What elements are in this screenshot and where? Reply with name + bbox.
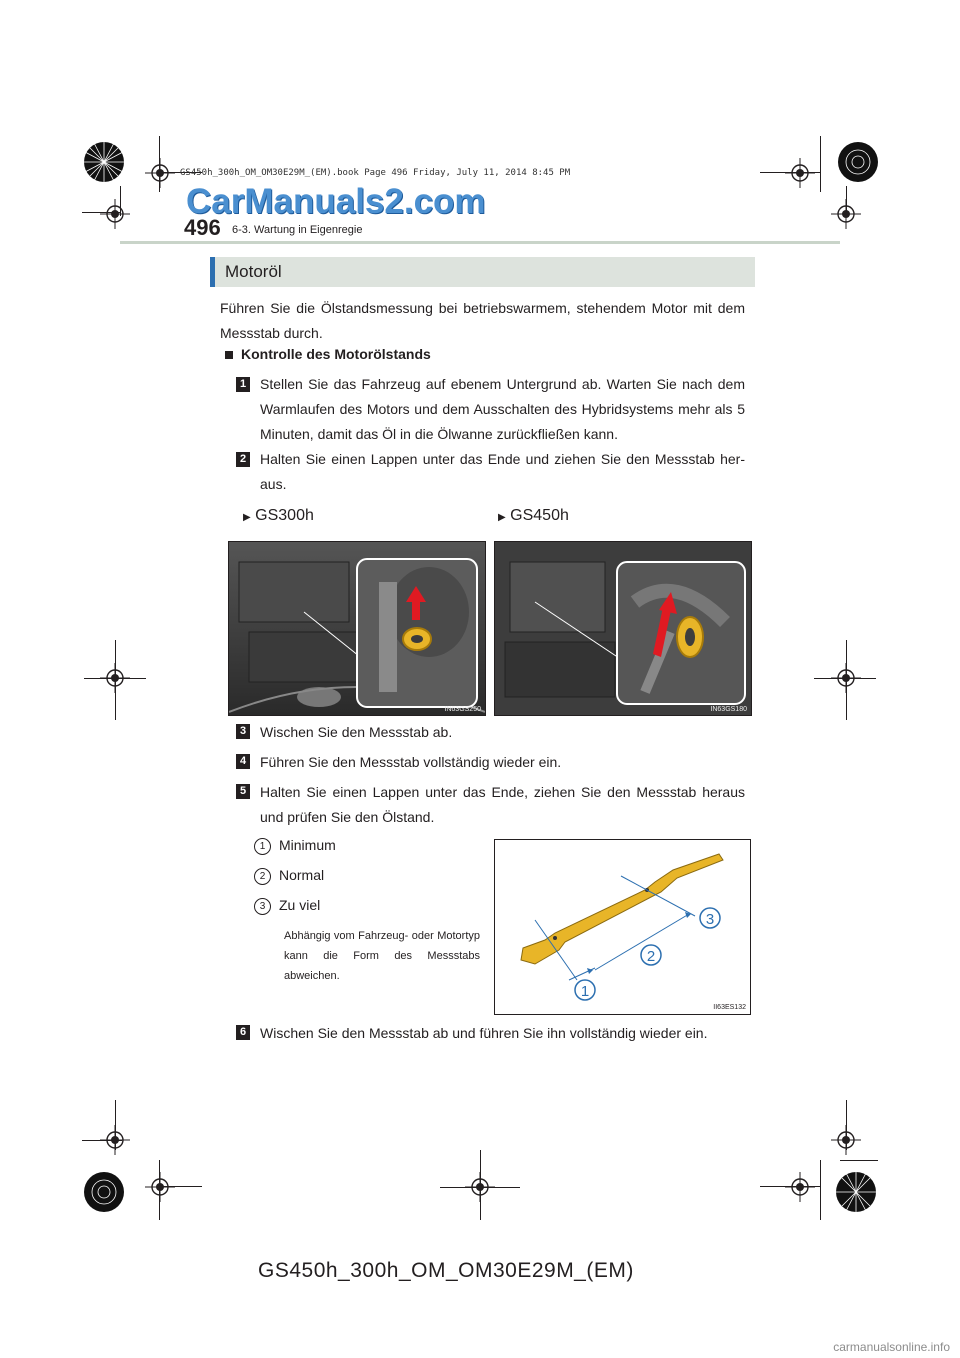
registration-mark-icon [785,1172,815,1202]
crop-line [760,1186,820,1187]
section-title-bar [210,257,755,287]
book-header: GS450h_300h_OM_OM30E29M_(EM).book Page 496 Friday, July 11, 2014 8:45 PM [180,168,571,178]
step-badge: 1 [236,377,250,392]
callout-3: 3 [705,911,715,928]
step-text: Wischen Sie den Messstab ab und führen Sie ihn vollständig wieder ein. [260,1025,708,1041]
registration-mark-icon [145,1172,175,1202]
step-badge: 5 [236,784,250,799]
level-number: 1 [254,838,271,855]
crop-line [820,136,821,192]
engine-photo-gs450h [494,541,752,716]
triangle-bullet-icon: ▶ [243,512,251,523]
step-badge: 3 [236,724,250,739]
model-label-gs450h: ▶ GS450h [498,507,569,524]
crop-line [115,1100,116,1150]
step-text: Halten Sie einen Lappen unter das Ende, ziehen Sie den Messstab heraus und prüfen Sie den Ölstand. [260,784,745,825]
image-code: IN63GS180 [710,706,747,713]
registration-mark-icon [100,199,130,229]
engine-photo-gs300h [228,541,486,716]
level-label: Zu viel [279,897,321,913]
crop-mark-bottom-right-icon [834,1170,878,1214]
crop-line [160,1186,202,1187]
step-text: Führen Sie den Messstab vollständig wieder ein. [260,754,562,770]
intro-paragraph: Führen Sie die Ölstandsmessung bei betriebswarmem, stehendem Motor mit dem Messstab durch. [220,300,745,341]
crop-line [480,1150,481,1220]
step-text: Halten Sie einen Lappen unter das Ende und ziehen Sie den Messstab her-aus. [260,451,745,492]
level-label: Normal [279,867,325,883]
registration-mark-icon [831,199,861,229]
step-badge: 2 [236,452,250,467]
crop-line [820,1160,821,1220]
crop-line [840,1160,878,1161]
dipstick-diagram [494,839,751,1015]
crop-mark-top-left-icon [82,140,148,200]
dipstick-note: Abhängig vom Fahrzeug- oder Motortyp kann die Form des Messstabs abweichen. [284,930,480,982]
watermark-top: CarManuals2.com [186,182,486,221]
step-text: Wischen Sie den Messstab ab. [260,724,453,740]
step-badge: 6 [236,1025,250,1040]
header-rule [120,241,840,244]
section-path: 6-3. Wartung in Eigenregie [232,224,363,236]
section-title: Motoröl [225,262,282,281]
triangle-bullet-icon: ▶ [498,512,506,523]
image-code: IN63GS250 [444,706,481,713]
square-bullet-icon [225,351,233,359]
crop-line [82,1140,122,1141]
footer-code: GS450h_300h_OM_OM30E29M_(EM) [258,1259,634,1282]
image-code: II63ES132 [713,1004,746,1011]
step-badge: 4 [236,754,250,769]
callout-1: 1 [580,983,590,1000]
callout-2: 2 [646,948,656,965]
level-number: 2 [254,868,271,885]
level-number: 3 [254,898,271,915]
crop-line [814,678,876,679]
level-label: Minimum [279,837,336,853]
registration-mark-icon [145,158,175,188]
subheading-text: Kontrolle des Motorölstands [241,346,431,362]
page-number: 496 [184,215,221,240]
step-text: Stellen Sie das Fahrzeug auf ebenem Untergrund ab. Warten Sie nach dem Warmlaufen des Motors und dem Ausschalten des Hybridsystems mehr als 5 Minuten, damit das Öl in die Ölwanne zurückfließen kann. [260,376,745,442]
crop-mark-top-right-icon [836,140,880,184]
subheading [225,346,431,364]
crop-line [846,640,847,720]
crop-line [846,1100,847,1150]
model-label-gs300h: ▶ GS300h [243,507,314,524]
crop-mark-bottom-left-icon [82,1170,126,1214]
registration-mark-icon [785,158,815,188]
watermark-bottom: carmanualsonline.info [833,1340,950,1354]
crop-line [115,640,116,720]
